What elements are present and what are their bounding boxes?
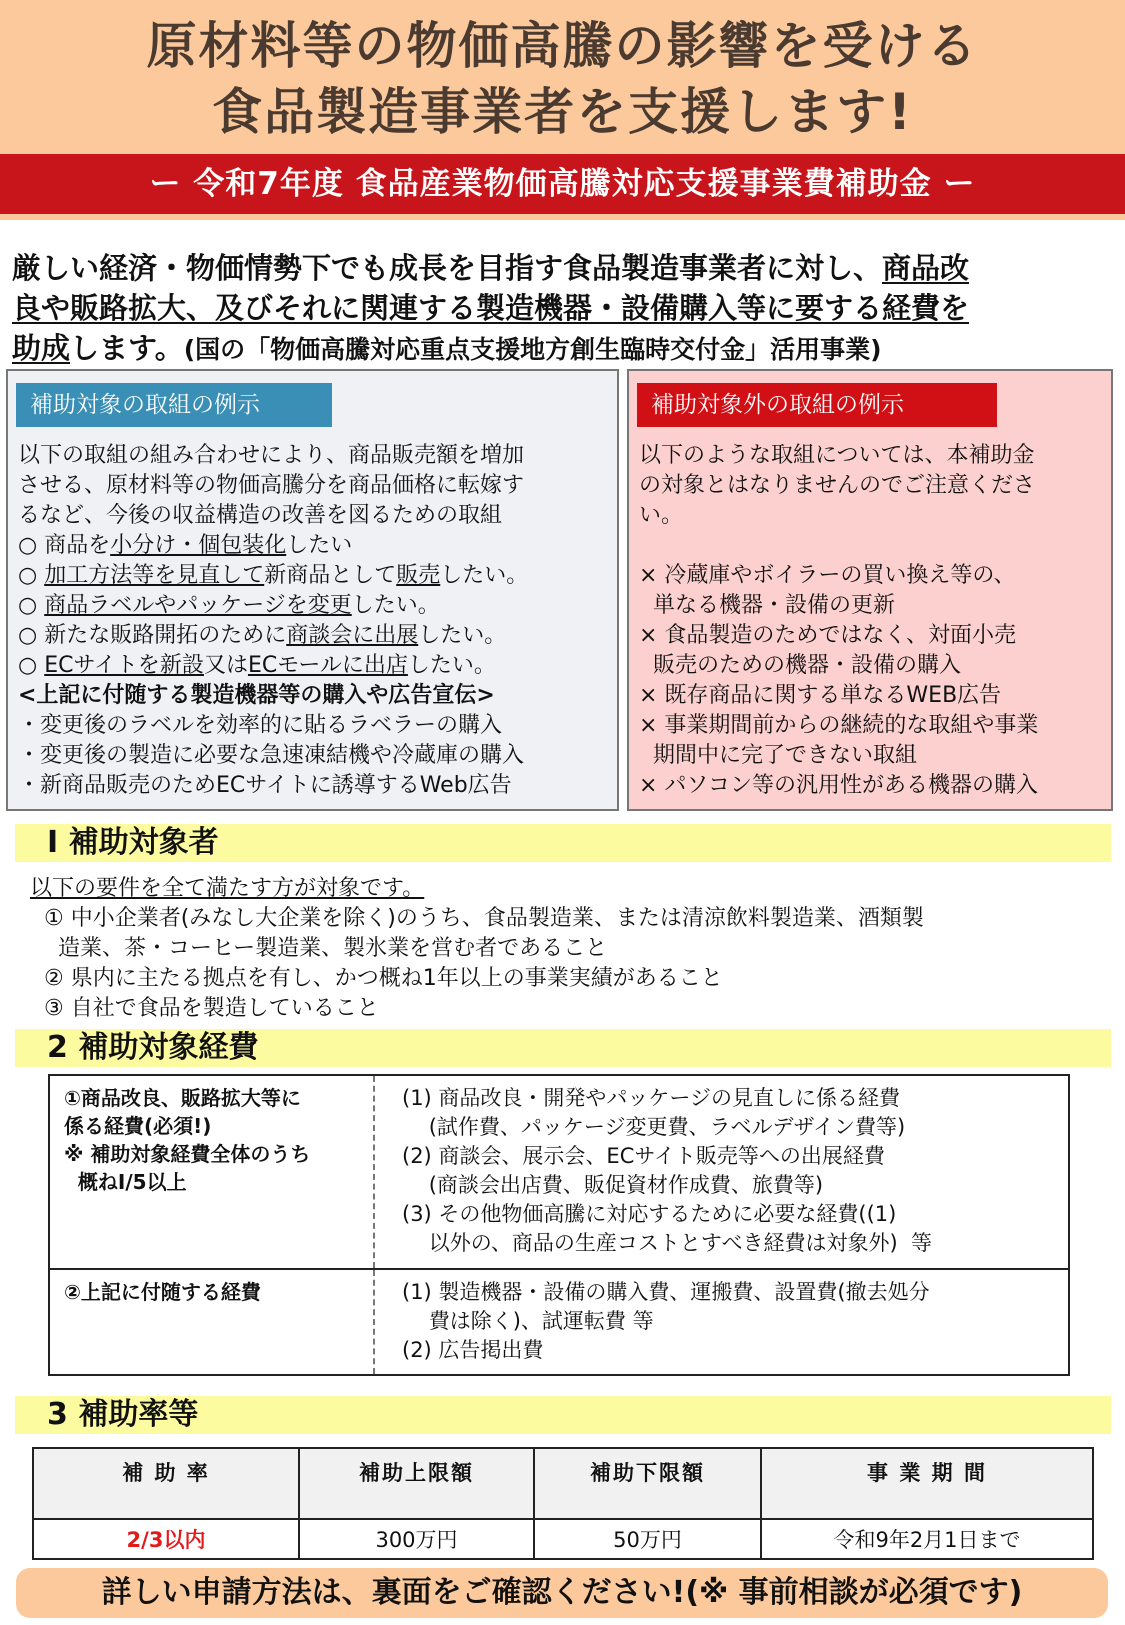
eligible-sub-item: ・変更後のラベルを効率的に貼るラベラーの購入 (18, 713, 503, 738)
expense-detail: (2) 広告掲出費 (402, 1338, 544, 1362)
intro-underline: 良や販路拡大、及びそれに関連する製造機器・設備購入等に要する経費を (12, 291, 970, 325)
intro-paragraph (12, 248, 1112, 370)
eligible-text: させる、原材料等の物価高騰分を商品価格に転嫁す (18, 473, 525, 498)
ineligible-item: 単なる機器・設備の更新 (639, 593, 895, 618)
expense-note: ※ 補助対象経費全体のうち (64, 1142, 311, 1166)
expense-category: 係る経費(必須!) (64, 1114, 212, 1138)
expense-detail: (1) 製造機器・設備の購入費、運搬費、設置費(撤去処分 (402, 1280, 930, 1304)
ineligible-item: × 既存商品に関する単なるWEB広告 (639, 683, 1002, 708)
eligible-item: ○ 加工方法等を見直して新商品として販売したい。 (18, 563, 529, 588)
eligible-text: 以下の取組の組み合わせにより、商品販売額を増加 (18, 443, 525, 468)
section-3-heading: 3 補助率等 (15, 1396, 1111, 1434)
rate-header-cell: 補助下限額 (534, 1448, 761, 1519)
ineligible-examples-box (627, 369, 1113, 811)
eligible-examples-box (6, 369, 619, 811)
subsidy-max-value: 300万円 (299, 1519, 534, 1559)
rate-table (32, 1447, 1094, 1560)
ineligible-examples-tag: 補助対象外の取組の例示 (637, 383, 997, 427)
rate-header-cell: 補 助 率 (33, 1448, 299, 1519)
ineligible-text: い。 (639, 503, 684, 528)
requirement-item: ② 県内に主たる拠点を有し、かつ概ね1年以上の事業実績があること (30, 966, 723, 991)
page-title-line-1: 原材料等の物価高騰の影響を受ける (146, 17, 979, 75)
ineligible-item: × 冷蔵庫やボイラーの買い換え等の、 (639, 563, 1016, 588)
eligible-text: るなど、今後の収益構造の改善を図るための取組 (18, 503, 503, 528)
expense-note: 概ねⅠ/5以上 (64, 1170, 187, 1194)
expense-detail: (3) その他物価高騰に対応するために必要な経費((1) (402, 1202, 897, 1226)
ineligible-item: × 食品製造のためではなく、対面小売 (639, 623, 1016, 648)
intro-text: します。 (70, 331, 184, 365)
expense-detail: 費は除く)、試運転費 等 (402, 1309, 654, 1333)
eligible-subheading: <上記に付随する製造機器等の購入や広告宣伝> (18, 683, 495, 708)
requirement-item: ① 中小企業者(みなし大企業を除く)のうち、食品製造業、または清涼飲料製造業、酒類製 (30, 906, 924, 931)
expense-detail: (商談会出店費、販促資材作成費、旅費等) (402, 1173, 824, 1197)
expense-detail: (試作費、パッケージ変更費、ラベルデザイン費等) (402, 1115, 906, 1139)
eligible-item: ○ ECサイトを新設又はECモールに出店したい。 (18, 653, 496, 678)
expense-detail: (1) 商品改良・開発やパッケージの見直しに係る経費 (402, 1086, 900, 1110)
subsidy-name-bar: ー 令和7年度 食品産業物価高騰対応支援事業費補助金 ー (0, 154, 1125, 214)
intro-underline: 商品改 (882, 251, 970, 285)
expense-detail: (2) 商談会、展示会、ECサイト販売等への出展経費 (402, 1144, 885, 1168)
requirements-list (30, 874, 924, 1024)
subsidy-rate-value: 2/3以内 (33, 1519, 299, 1559)
rate-header-cell: 補助上限額 (299, 1448, 534, 1519)
ineligible-item: × 事業期間前からの継続的な取組や事業 (639, 713, 1039, 738)
eligible-item: ○ 商品ラベルやパッケージを変更したい。 (18, 593, 440, 618)
eligible-item: ○ 商品を小分け・個包装化したい (18, 533, 353, 558)
expense-row (50, 1076, 1068, 1270)
section-1-heading: Ⅰ 補助対象者 (15, 824, 1111, 862)
eligible-examples-tag: 補助対象の取組の例示 (16, 383, 332, 427)
subsidy-min-value: 50万円 (534, 1519, 761, 1559)
expense-row (50, 1270, 1068, 1374)
ineligible-item: × パソコン等の汎用性がある機器の購入 (639, 773, 1038, 798)
project-period-value: 令和9年2月1日まで (761, 1519, 1093, 1559)
expense-table (48, 1074, 1070, 1376)
expense-category: ①商品改良、販路拡大等に (64, 1086, 301, 1110)
intro-underline: 助成 (12, 331, 71, 365)
eligible-sub-item: ・新商品販売のためECサイトに誘導するWeb広告 (18, 773, 512, 798)
ineligible-text: 以下のような取組については、本補助金 (639, 443, 1035, 468)
page-title-line-2: 食品製造事業者を支援します! (212, 83, 913, 141)
ineligible-text: の対象とはなりませんのでご注意くださ (639, 473, 1036, 498)
requirements-lead: 以下の要件を全て満たす方が対象です。 (30, 876, 425, 901)
ineligible-item: 販売のための機器・設備の購入 (639, 653, 961, 678)
section-2-heading: 2 補助対象経費 (15, 1029, 1111, 1067)
rate-header-cell: 事 業 期 間 (761, 1448, 1093, 1519)
intro-text: 厳しい経済・物価情勢下でも成長を目指す食品製造事業者に対し、 (12, 251, 883, 285)
intro-note: (国の「物価高騰対応重点支援地方創生臨時交付金」活用事業) (183, 335, 882, 364)
eligible-sub-item: ・変更後の製造に必要な急速凍結機や冷蔵庫の購入 (18, 743, 525, 768)
expense-detail: 以外の、商品の生産コストとすべき経費は対象外) 等 (402, 1231, 932, 1255)
expense-category: ②上記に付随する経費 (64, 1280, 261, 1304)
footer-banner: 詳しい申請方法は、裏面をご確認ください!(※ 事前相談が必須です) (16, 1568, 1108, 1618)
requirement-item: ③ 自社で食品を製造していること (30, 996, 379, 1021)
header-banner (0, 0, 1125, 220)
ineligible-item: 期間中に完了できない取組 (639, 743, 917, 768)
requirement-item: 造業、茶・コーヒー製造業、製氷業を営む者であること (30, 936, 608, 961)
eligible-item: ○ 新たな販路開拓のために商談会に出展したい。 (18, 623, 507, 648)
